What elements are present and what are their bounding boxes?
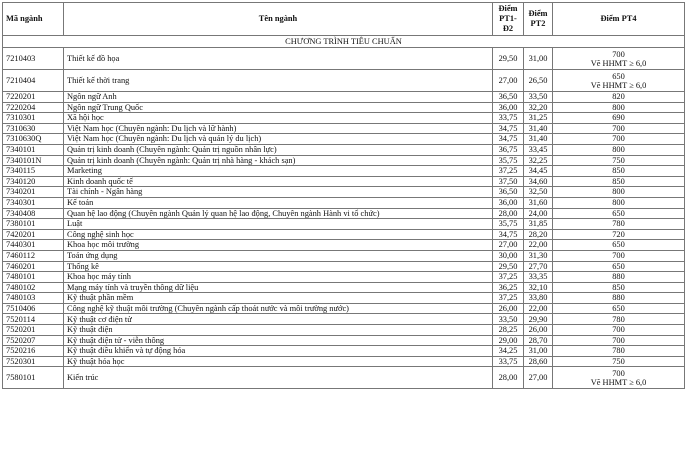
row-pt1: 34,75: [493, 229, 524, 240]
header-pt2: [524, 3, 553, 36]
row-pt4-value: 700: [612, 49, 625, 59]
row-pt2: 34,60: [524, 176, 553, 187]
table-row: [3, 229, 685, 240]
header-pt4: Điểm PT4: [553, 3, 685, 36]
table-row: [3, 367, 685, 389]
table-body: [3, 36, 685, 389]
header-row: [3, 3, 685, 36]
row-code: 7520207: [3, 335, 64, 346]
row-pt1: 33,50: [493, 314, 524, 325]
row-pt4: [553, 356, 685, 367]
row-code: 7340301: [3, 197, 64, 208]
row-name: Kỹ thuật điện: [64, 325, 493, 336]
row-code: 7460112: [3, 250, 64, 261]
row-pt4: [553, 325, 685, 336]
row-name: Kỹ thuật cơ điện tử: [64, 314, 493, 325]
row-code: 7340101: [3, 144, 64, 155]
row-code: 7420201: [3, 229, 64, 240]
row-pt2: 31,85: [524, 219, 553, 230]
row-code: 7310301: [3, 113, 64, 124]
row-pt4: [553, 176, 685, 187]
row-pt4-value: 650: [612, 303, 625, 313]
table-row: [3, 166, 685, 177]
row-pt1: 35,75: [493, 155, 524, 166]
row-pt2: 33,35: [524, 272, 553, 283]
row-name: Khoa học máy tính: [64, 272, 493, 283]
row-pt2: 22,00: [524, 303, 553, 314]
row-pt4-value: 780: [612, 346, 625, 356]
table-row: [3, 293, 685, 304]
row-pt1: 36,00: [493, 197, 524, 208]
row-pt1: 28,00: [493, 367, 524, 389]
row-pt4-value: 750: [612, 356, 625, 366]
row-pt1: 35,75: [493, 219, 524, 230]
row-pt4: [553, 303, 685, 314]
row-pt2: 32,20: [524, 102, 553, 113]
row-pt4: [553, 229, 685, 240]
row-pt1: 29,50: [493, 48, 524, 70]
row-pt4-value: 650: [612, 71, 625, 81]
row-name: Quan hệ lao động (Chuyên ngành Quản lý quan hệ lao động, Chuyên ngành Hành vi tổ chức): [64, 208, 493, 219]
row-pt4: [553, 282, 685, 293]
row-pt4-value: 800: [612, 187, 625, 197]
table-row: [3, 325, 685, 336]
table-row: [3, 335, 685, 346]
row-code: 7480101: [3, 272, 64, 283]
row-pt4-value: 700: [612, 368, 625, 378]
row-pt4: [553, 346, 685, 357]
row-pt2: 29,90: [524, 314, 553, 325]
row-code: 7310630: [3, 123, 64, 134]
row-pt4-value: 650: [612, 261, 625, 271]
row-name: Thiết kế thời trang: [64, 70, 493, 92]
row-name: Kỹ thuật phần mềm: [64, 293, 493, 304]
row-code: 7340115: [3, 166, 64, 177]
row-pt1: 36,25: [493, 282, 524, 293]
row-pt4: [553, 261, 685, 272]
row-pt4-value: 690: [612, 113, 625, 123]
header-ma-nganh: Mã ngành: [3, 3, 64, 36]
table-row: [3, 144, 685, 155]
admission-score-table: [2, 2, 685, 389]
row-pt4-value: 780: [612, 314, 625, 324]
row-code: 7480103: [3, 293, 64, 304]
row-name: Ngôn ngữ Trung Quốc: [64, 102, 493, 113]
row-pt4-value: 800: [612, 198, 625, 208]
row-pt2: 32,25: [524, 155, 553, 166]
table-row: [3, 240, 685, 251]
table-row: [3, 282, 685, 293]
row-pt2: 28,60: [524, 356, 553, 367]
row-pt2: 33,50: [524, 92, 553, 103]
row-pt4: [553, 197, 685, 208]
row-name: Mạng máy tính và truyền thông dữ liệu: [64, 282, 493, 293]
row-pt2: 31,25: [524, 113, 553, 124]
row-pt2: 22,00: [524, 240, 553, 251]
table-row: [3, 356, 685, 367]
row-pt2: 31,40: [524, 134, 553, 145]
row-pt1: 29,00: [493, 335, 524, 346]
table-row: [3, 134, 685, 145]
table-row: [3, 123, 685, 134]
row-pt4-value: 700: [612, 251, 625, 260]
row-pt4-value: 780: [612, 219, 625, 229]
row-pt2: 31,00: [524, 48, 553, 70]
section-title: CHƯƠNG TRÌNH TIÊU CHUẨN: [3, 36, 685, 48]
row-code: 7440301: [3, 240, 64, 251]
row-pt4-note: Vẽ HHMT ≥ 6,0: [590, 377, 647, 387]
row-pt4-value: 880: [612, 293, 625, 303]
row-pt1: 33,75: [493, 356, 524, 367]
row-pt4: [553, 335, 685, 346]
row-code: 7210404: [3, 70, 64, 92]
row-pt4: [553, 367, 685, 389]
row-pt4: [553, 187, 685, 198]
row-code: 7520114: [3, 314, 64, 325]
row-name: Thống kê: [64, 261, 493, 272]
row-pt4: [553, 293, 685, 304]
header-pt1-line2: PT1-: [499, 14, 517, 23]
header-pt2-line1: Điểm: [528, 9, 548, 18]
row-pt2: 27,00: [524, 367, 553, 389]
row-code: 7220204: [3, 102, 64, 113]
row-pt4: [553, 166, 685, 177]
row-pt4-value: 700: [612, 123, 625, 133]
row-name: Kỹ thuật điều khiển và tự động hóa: [64, 346, 493, 357]
table-row: [3, 197, 685, 208]
row-pt1: 36,75: [493, 144, 524, 155]
row-name: Quản trị kinh doanh (Chuyên ngành: Quản trị nhà hàng - khách sạn): [64, 155, 493, 166]
row-name: Việt Nam học (Chuyên ngành: Du lịch và quản lý du lịch): [64, 134, 493, 145]
row-name: Công nghệ kỹ thuật môi trường (Chuyên ngành cấp thoát nước và môi trường nước): [64, 303, 493, 314]
table-row: [3, 272, 685, 283]
table-row: [3, 92, 685, 103]
row-pt1: 27,00: [493, 240, 524, 251]
header-ten-nganh: Tên ngành: [64, 3, 493, 36]
row-pt1: 28,00: [493, 208, 524, 219]
row-name: Thiết kế đồ họa: [64, 48, 493, 70]
row-pt2: 32,10: [524, 282, 553, 293]
row-pt4-value: 750: [612, 155, 625, 165]
row-name: Việt Nam học (Chuyên ngành: Du lịch và lữ hành): [64, 123, 493, 134]
row-pt4: [553, 240, 685, 251]
row-pt2: 26,50: [524, 70, 553, 92]
row-name: Khoa học môi trường: [64, 240, 493, 251]
row-pt2: 31,30: [524, 250, 553, 261]
table-row: [3, 261, 685, 272]
row-pt4-value: 850: [612, 166, 625, 176]
row-pt4: [553, 250, 685, 261]
row-pt4: [553, 144, 685, 155]
row-pt1: 27,00: [493, 70, 524, 92]
row-pt4: [553, 113, 685, 124]
row-pt1: 37,25: [493, 166, 524, 177]
row-pt1: 37,25: [493, 293, 524, 304]
section-row: [3, 36, 685, 48]
row-code: 7520301: [3, 356, 64, 367]
row-pt4: [553, 314, 685, 325]
row-name: Kinh doanh quốc tế: [64, 176, 493, 187]
row-code: 7580101: [3, 367, 64, 389]
row-name: Marketing: [64, 166, 493, 177]
row-pt4-value: 720: [612, 229, 625, 239]
row-code: 7460201: [3, 261, 64, 272]
row-pt2: 33,80: [524, 293, 553, 304]
row-pt4-value: 800: [612, 145, 625, 155]
row-pt1: 34,75: [493, 123, 524, 134]
row-code: 7340101N: [3, 155, 64, 166]
row-name: Kỹ thuật điện tử - viễn thông: [64, 335, 493, 346]
row-name: Quản trị kinh doanh (Chuyên ngành: Quản trị nguồn nhân lực): [64, 144, 493, 155]
table-row: [3, 155, 685, 166]
row-pt4: [553, 48, 685, 70]
table-row: [3, 346, 685, 357]
row-code: 7310630Q: [3, 134, 64, 145]
row-name: Luật: [64, 219, 493, 230]
header-pt1: [493, 3, 524, 36]
row-pt2: 34,45: [524, 166, 553, 177]
row-code: 7380101: [3, 219, 64, 230]
row-pt2: 31,40: [524, 123, 553, 134]
row-pt4: [553, 123, 685, 134]
row-pt4: [553, 272, 685, 283]
row-pt4: [553, 219, 685, 230]
row-pt4: [553, 92, 685, 103]
row-pt4-value: 650: [612, 208, 625, 218]
row-code: 7510406: [3, 303, 64, 314]
row-code: 7340408: [3, 208, 64, 219]
row-pt2: 32,50: [524, 187, 553, 198]
row-pt4-value: 700: [612, 325, 625, 335]
table-row: [3, 250, 685, 261]
row-name: Tài chính - Ngân hàng: [64, 187, 493, 198]
row-code: 7220201: [3, 92, 64, 103]
row-code: 7340201: [3, 187, 64, 198]
row-pt4: [553, 134, 685, 145]
table-row: [3, 102, 685, 113]
row-pt2: 31,00: [524, 346, 553, 357]
row-pt1: 30,00: [493, 250, 524, 261]
row-pt1: 28,25: [493, 325, 524, 336]
row-pt4-value: 850: [612, 176, 625, 186]
row-pt4-value: 850: [612, 282, 625, 292]
row-pt1: 34,75: [493, 134, 524, 145]
row-pt4-value: 700: [612, 134, 625, 144]
row-pt2: 28,20: [524, 229, 553, 240]
row-code: 7340120: [3, 176, 64, 187]
table-row: [3, 113, 685, 124]
row-pt4-value: 650: [612, 240, 625, 250]
row-name: Kỹ thuật hóa học: [64, 356, 493, 367]
row-pt4-value: 880: [612, 272, 625, 282]
header-pt1-line1: Điểm: [498, 4, 518, 13]
row-name: Kế toán: [64, 197, 493, 208]
row-pt2: 26,00: [524, 325, 553, 336]
row-name: Toán ứng dụng: [64, 250, 493, 261]
table-row: [3, 70, 685, 92]
row-code: 7480102: [3, 282, 64, 293]
row-name: Ngôn ngữ Anh: [64, 92, 493, 103]
row-pt2: 24,00: [524, 208, 553, 219]
row-code: 7520216: [3, 346, 64, 357]
row-pt1: 33,75: [493, 113, 524, 124]
row-pt4-note: Vẽ HHMT ≥ 6,0: [590, 58, 647, 68]
row-pt4: [553, 208, 685, 219]
row-name: Công nghệ sinh học: [64, 229, 493, 240]
row-pt4: [553, 70, 685, 92]
row-name: Xã hội học: [64, 113, 493, 124]
row-pt1: 36,50: [493, 187, 524, 198]
row-pt2: 33,45: [524, 144, 553, 155]
row-pt1: 36,50: [493, 92, 524, 103]
row-pt2: 27,70: [524, 261, 553, 272]
header-pt2-line2: PT2: [530, 19, 546, 28]
row-pt1: 37,50: [493, 176, 524, 187]
header-pt1-line3: Đ2: [502, 24, 514, 33]
table-row: [3, 314, 685, 325]
row-code: 7520201: [3, 325, 64, 336]
row-pt1: 34,25: [493, 346, 524, 357]
table-row: [3, 303, 685, 314]
table-row: [3, 219, 685, 230]
row-name: Kiến trúc: [64, 367, 493, 389]
row-pt2: 31,60: [524, 197, 553, 208]
row-pt1: 26,00: [493, 303, 524, 314]
row-code: 7210403: [3, 48, 64, 70]
row-pt4: [553, 102, 685, 113]
row-pt4-note: Vẽ HHMT ≥ 6,0: [590, 80, 647, 90]
row-pt1: 29,50: [493, 261, 524, 272]
row-pt2: 28,70: [524, 335, 553, 346]
row-pt1: 37,25: [493, 272, 524, 283]
row-pt4-value: 820: [612, 92, 625, 102]
row-pt4: [553, 155, 685, 166]
table-row: [3, 187, 685, 198]
table-row: [3, 48, 685, 70]
row-pt4-value: 700: [612, 335, 625, 345]
table-row: [3, 208, 685, 219]
row-pt1: 36,00: [493, 102, 524, 113]
row-pt4-value: 800: [612, 102, 625, 112]
table-row: [3, 176, 685, 187]
